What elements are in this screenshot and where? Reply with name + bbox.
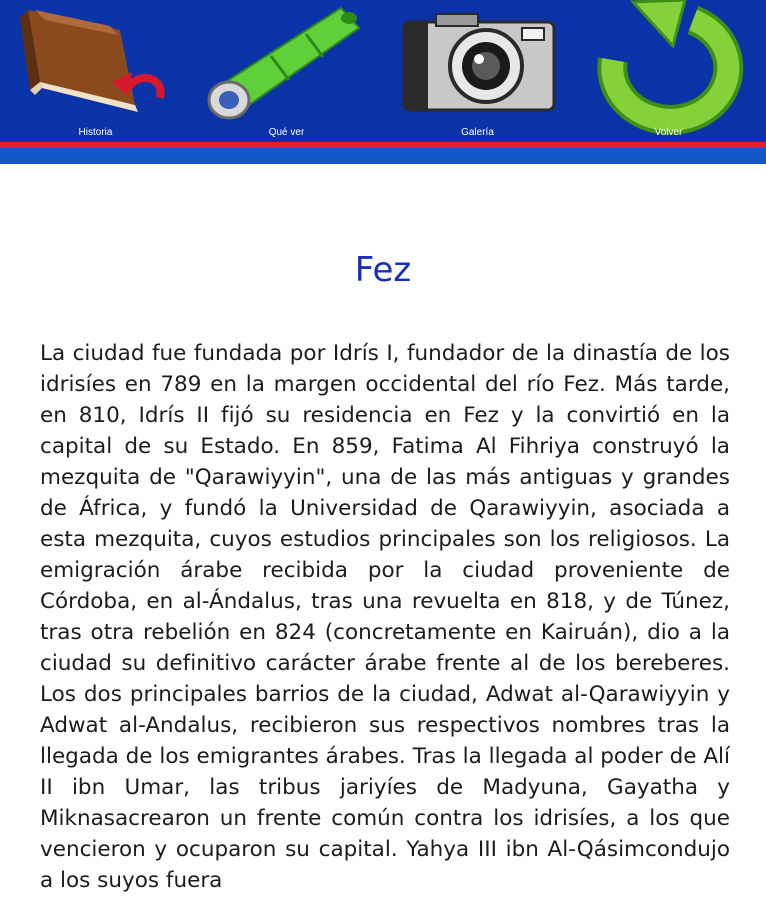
article-body: La ciudad fue fundada por Idrís I, fundador de la dinastía de los idrisíes en 789 en la margen occidental del río Fez. Más tarde, en 810, Idrís II fijó su residencia en Fez y la convirtió en la capital de su Estado. En 859, Fatima Al Fihriya construyó la mezquita de "Qarawiyyin", una de las más antiguas y grandes de África, y fundó la Universidad de Qarawiyyin, asociada a esta mezquita, cuyos estudios principales son los religiosos. La emigración árabe recibida por la ciudad proveniente de Córdoba, en al-Ándalus, tras una revuelta en 818, y de Túnez, tras otra rebelión en 824 (concretamente en Kairuán), dio a la ciudad su definitivo carácter árabe frente al de los bereberes. Los dos principales barrios de la ciudad, Adwat al-Qarawiyyin y Adwat al-Andalus, recibieron sus respectivos nombres tras la llegada de los emigrantes árabes. Tras la llegada al poder de Alí II ibn Umar, las tribus jariyíes de Madyuna, Gayatha y Miknasacrearon un frente común contra los idrisíes, a los que vencieron y ocuparon su capital. Yahya III ibn Al-Qásimcondujo a los suyos fuera — [40, 341, 730, 893]
top-toolbar — [0, 0, 766, 142]
telescope-icon — [191, 0, 382, 142]
camera-icon — [382, 0, 573, 142]
header-blue-stripe — [0, 148, 766, 164]
galeria-label: Galería — [461, 127, 494, 138]
galeria-button[interactable] — [382, 0, 573, 142]
que-ver-button[interactable] — [191, 0, 382, 142]
book-icon — [0, 0, 191, 142]
historia-button[interactable] — [0, 0, 191, 142]
volver-button[interactable] — [573, 0, 764, 142]
que-ver-label: Qué ver — [268, 127, 305, 138]
page-title: Fez — [354, 250, 412, 290]
historia-label: Historia — [78, 127, 113, 138]
volver-label: Volver — [654, 127, 683, 138]
back-arrow-icon — [573, 0, 764, 142]
